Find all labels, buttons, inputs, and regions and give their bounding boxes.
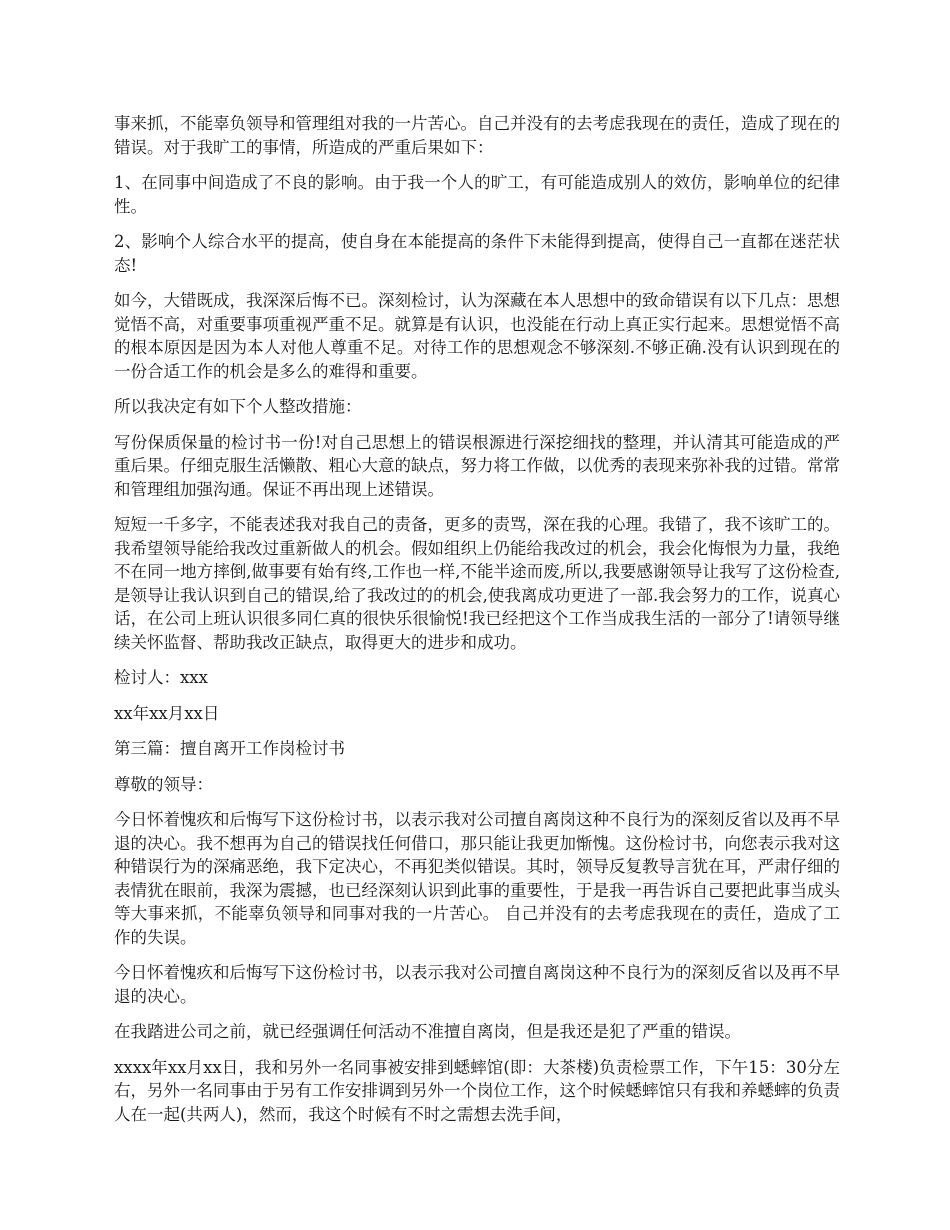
paragraph: 今日怀着愧疚和后悔写下这份检讨书，以表示我对公司擅自离岗这种不良行为的深刻反省以及再不早退的决心。我不想再为自己的错误找任何借口，那只能让我更加惭愧。这份检讨书，向您表示我对这种错误行为的深痛恶绝，我下定决心，不再犯类似错误。其时，领导反复教导言犹在耳，严肃仔细的表情犹在眼前，我深为震撼，也已经深刻认识到此事的重要性，于是我一再告诉自己要把此事当成头等大事来抓，不能辜负领导和同事对我的一片苦心。 自己并没有的去考虑我现在的责任，造成了工作的失误。 bbox=[114, 810, 840, 947]
paragraph: 写份保质保量的检讨书一份!对自己思想上的错误根源进行深挖细找的整理，并认清其可能造成的严重后果。仔细克服生活懒散、粗心大意的缺点，努力将工作做，以优秀的表现来弥补我的过错。常常和管理组加强沟通。保证不再出现上述错误。 bbox=[114, 432, 840, 499]
signature-line: 检讨人：xxx bbox=[114, 668, 208, 687]
paragraph: 2、影响个人综合水平的提高，使自身在本能提高的条件下未能得到提高，使得自己一直都在迷茫状态! bbox=[114, 232, 840, 275]
date-line: xx年xx月xx日 bbox=[114, 703, 220, 723]
section-title: 第三篇：擅自离开工作岗检讨书 bbox=[114, 739, 345, 758]
paragraph: 在我踏进公司之前，就已经强调任何活动不准擅自离岗，但是我还是犯了严重的错误。 bbox=[114, 1022, 741, 1041]
paragraph: 所以我决定有如下个人整改措施： bbox=[114, 397, 362, 416]
salutation: 尊敬的领导： bbox=[114, 774, 213, 794]
paragraph: 1、在同事中间造成了不良的影响。由于我一个人的旷工，有可能造成别人的效仿，影响单位的纪律性。 bbox=[114, 173, 840, 216]
paragraph: 短短一千多字，不能表述我对我自己的责备，更多的责骂，深在我的心理。我错了，我不该旷工的。我希望领导能给我改过重新做人的机会。假如组织上仍能给我改过的机会，我会化悔恨为力量，我绝不在同一地方摔倒,做事要有始有终,工作也一样,不能半途而废,所以,我要感谢领导让我写了这份检查,是领导让我认识到自己的错误,给了我改过的的机会,使我离成功更进了一部.我会努力的工作，说真心话，在公司上班认识很多同仁真的很快乐很愉悦!我已经把这个工作当成我生活的一部分了!请领导继续关怀监督、帮助我改正缺点，取得更大的进步和成功。 bbox=[114, 515, 840, 652]
paragraph: 如今，大错既成，我深深后悔不已。深刻检讨，认为深藏在本人思想中的致命错误有以下几点：思想觉悟不高，对重要事项重视严重不足。就算是有认识，也没能在行动上真正实行起来。思想觉悟不高的根本原因是因为本人对他人尊重不足。对待工作的思想观念不够深刻.不够正确.没有认识到现在的一份合适工作的机会是多么的难得和重要。 bbox=[114, 291, 840, 381]
paragraph: 事来抓，不能辜负领导和管理组对我的一片苦心。自己并没有的去考虑我现在的责任，造成了现在的错误。对于我旷工的事情，所造成的严重后果如下： bbox=[114, 114, 840, 157]
paragraph: 今日怀着愧疚和后悔写下这份检讨书，以表示我对公司擅自离岗这种不良行为的深刻反省以及再不早退的决心。 bbox=[114, 963, 840, 1006]
document-body bbox=[114, 112, 840, 1138]
paragraph: xxxx年xx月xx日，我和另外一名同事被安排到蟋蟀馆(即：大茶楼)负责检票工作，下午15：30分左右，另外一名同事由于另有工作安排调到另外一个岗位工作，这个时候蟋蟀馆只有我和养蟋蟀的负责人在一起(共两人)，然而，我这个时候有不时之需想去洗手间， bbox=[114, 1057, 840, 1124]
